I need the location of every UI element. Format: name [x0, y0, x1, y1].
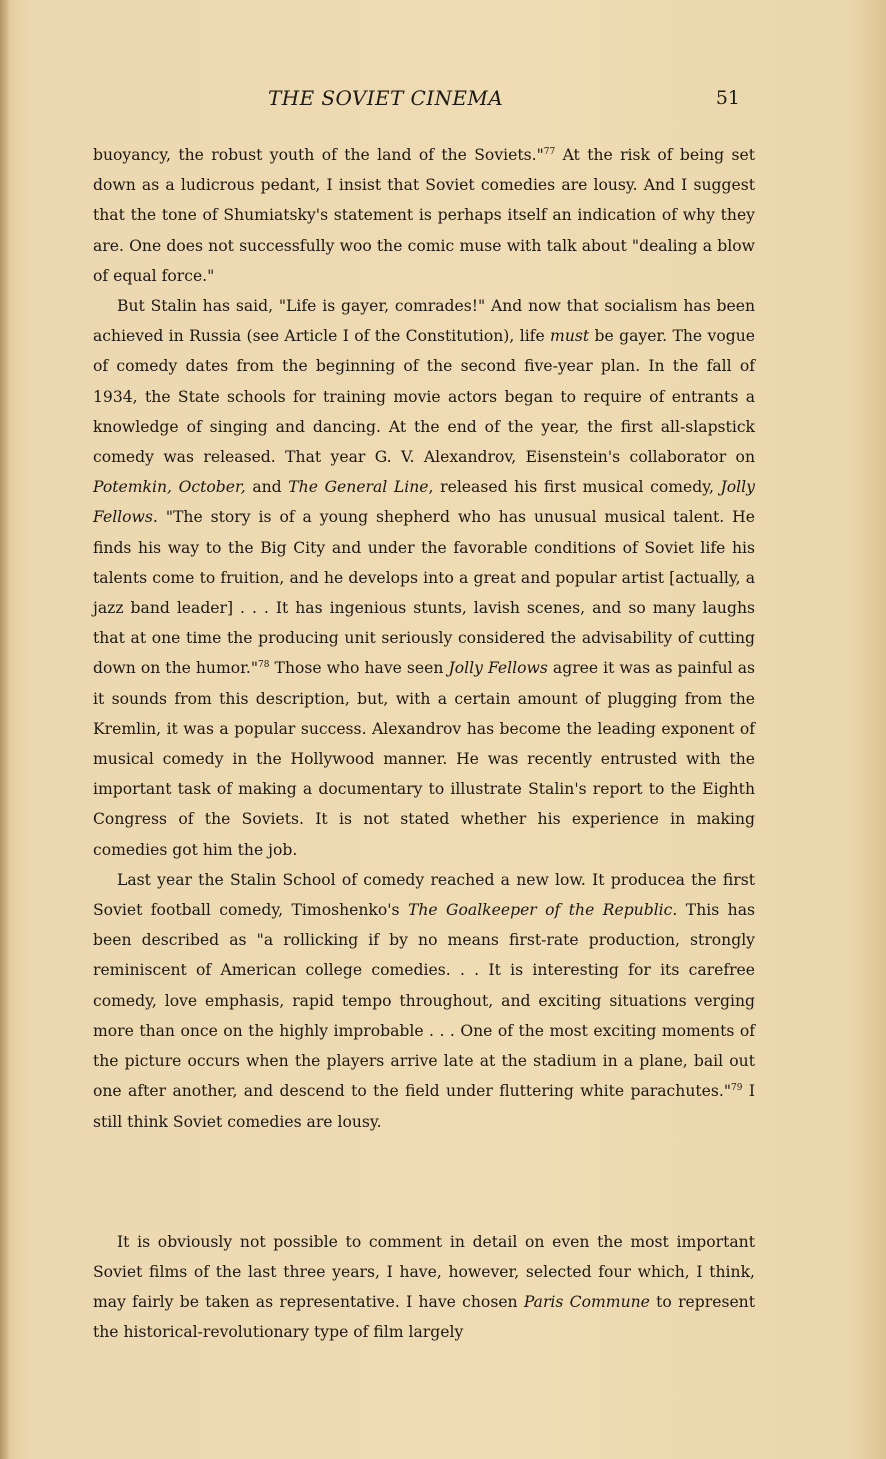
- text-run: It is obviously not possible to comment in detail on even the most important Soviet films of the last three years, I have, however, selected four which, I think, may fairly be taken as representative. I have chosen: [93, 1232, 755, 1312]
- spine-shadow: [0, 0, 10, 1459]
- italic-title: The General Line: [288, 478, 429, 497]
- paragraph: [93, 291, 755, 865]
- text-run: Last year the Stalin School of comedy reached a new low. It producea the first Soviet football comedy, Timoshenko's: [93, 870, 755, 920]
- page-number: 51: [715, 87, 740, 109]
- text-run: But Stalin has said, "Life is gayer, comrades!" And now that socialism has been achieved in Russia (see Article I of the Constitution), life: [93, 297, 755, 346]
- running-head: [0, 86, 886, 118]
- text-run: be gayer. The vogue of comedy dates from the beginning of the second five-year plan. In the fall of 1934, the State schools for training movie actors began to require of entrants a knowledge of singing and dancing. At the end of the year, the first all-slapstick comedy was released. That year G. V. Alexandrov, Eisenstein's collaborator on: [93, 327, 755, 467]
- italic-title: must: [550, 327, 590, 346]
- text-run: agree it was as painful as it sounds from this description, but, with a certain amount of plugging from the Kremlin, it was a popular success. Alexandrov has become the leading exponent of musical comedy in the Hollywood manner. He was recently entrusted with the important task of making a documentary to illustrate Stalin's report to the Eighth Congress of the Soviets. It is not stated whether his experience in making comedies got him the job.: [93, 659, 755, 859]
- text-run: Those who have seen: [269, 659, 449, 678]
- italic-title: The Goalkeeper of the Republic.: [407, 901, 678, 920]
- text-run: "The story is of a young shepherd who has unusual musical talent. He finds his way to the Big City and under the favorable conditions of Soviet life his talents come to fruition, and he develops into a great and popular artist [actually, a jazz band leader] . . . It has ingenious stunts, lavish scenes, and so many laughs that at one time the producing unit seriously considered the advisability of cutting down on the humor.": [93, 508, 755, 678]
- text-run: I still think Soviet comedies are lousy.: [93, 1082, 756, 1131]
- paragraph: [93, 140, 755, 291]
- text-run: At the risk of being set down as a ludicrous pedant, I insist that Soviet comedies are lousy. And I suggest that the tone of Shumiatsky's statement is perhaps itself an indication of why they are. One does not successfully woo the comic muse with talk about "dealing a blow of equal force.": [93, 146, 755, 285]
- italic-title: Jolly Fellows.: [93, 478, 755, 527]
- paragraph: [93, 865, 755, 1137]
- text-run: , released his first musical comedy,: [428, 478, 721, 497]
- text-run: buoyancy, the robust youth of the land of the Soviets.": [93, 146, 544, 164]
- footnote-ref: 77: [543, 147, 556, 157]
- body-text: [93, 140, 755, 1348]
- text-run: to represent the historical-revolutionary type of film largely: [93, 1293, 755, 1342]
- text-run: This has been described as "a rollicking if by no means first-rate production, strongly reminiscent of American college comedies. . . It is interesting for its carefree comedy, love emphasis, rapid tempo throughout, and exciting situations verging more than once on the highly improbable . . . One of the most exciting moments of the picture occurs when the players arrive late at the stadium in a plane, bail out one after another, and descend to the field under fluttering white parachutes.": [93, 901, 755, 1101]
- text-run: and: [245, 478, 289, 497]
- footnote-ref: 78: [258, 660, 270, 671]
- italic-title: Paris Commune: [523, 1293, 650, 1312]
- paragraph: [93, 1227, 755, 1348]
- footnote-ref: 79: [731, 1083, 743, 1094]
- italic-title: Jolly Fellows: [448, 659, 548, 678]
- running-head-title: THE SOVIET CINEMA: [268, 86, 504, 110]
- italic-title: Potemkin, October,: [93, 478, 246, 497]
